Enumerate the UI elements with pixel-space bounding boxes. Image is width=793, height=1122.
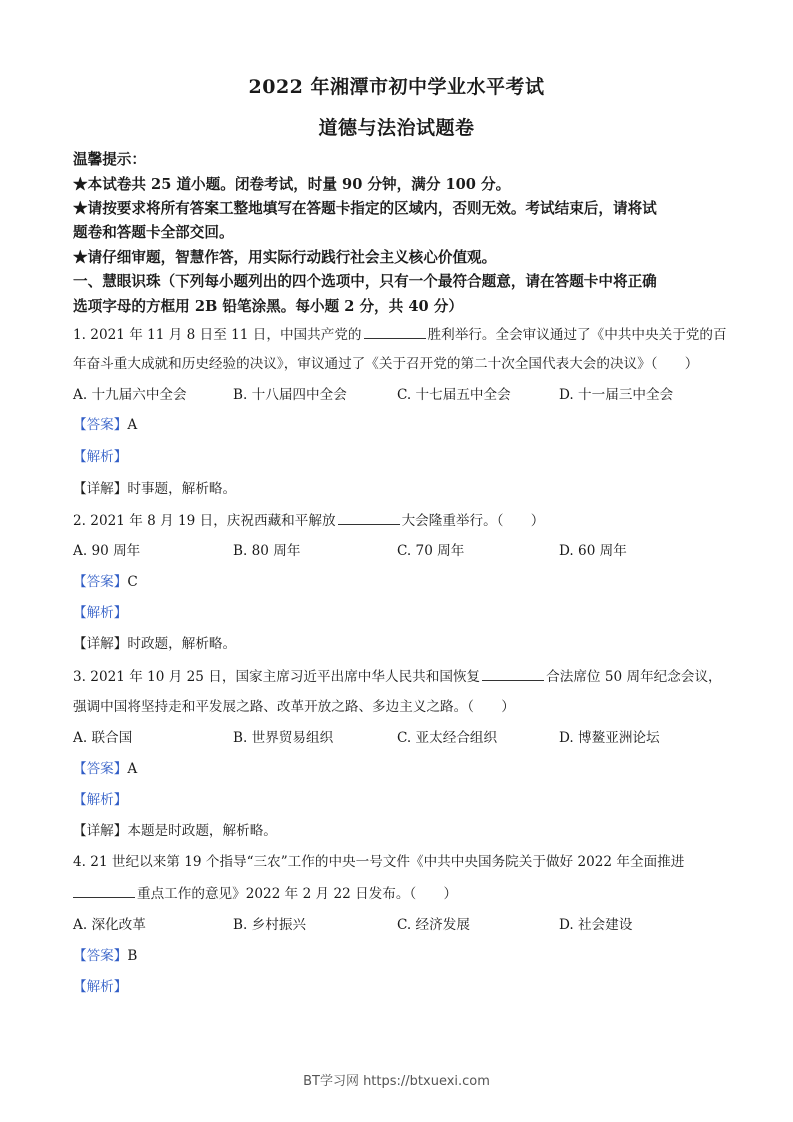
option-c: C. 十七届五中全会	[397, 387, 511, 403]
answer-blank	[73, 883, 135, 898]
option-d: D. 十一届三中全会	[559, 387, 674, 403]
section-heading-line-2: 选项字母的方框用 2B 铅笔涂黑。每小题 2 分，共 40 分）	[73, 298, 463, 315]
option-d: D. 社会建设	[559, 917, 633, 933]
question-3-detail: 【详解】本题是时政题，解析略。	[73, 823, 277, 839]
question-3-analysis: 【解析】	[73, 792, 128, 808]
question-1-line-1: 1. 2021 年 11 月 8 日至 11 日，中国共产党的 胜利举行。全会审议通过了《中共中央关于党的百	[73, 324, 723, 345]
question-1-line-2: 年奋斗重大成就和历史经验的决议》，审议通过了《关于召开党的第二十次全国代表大会的决议》（ ）	[73, 356, 699, 372]
question-4-line-2: 重点工作的意见》2022 年 2 月 22 日发布。（ ）	[73, 883, 723, 904]
option-c: C. 亚太经合组织	[397, 730, 498, 746]
exam-subtitle: 道德与法治试题卷	[318, 117, 475, 139]
question-3-line-1: 3. 2021 年 10 月 25 日，国家主席习近平出席中华人民共和国恢复 合法席位 50 周年纪念会议，	[73, 666, 723, 687]
option-a: A. 90 周年	[73, 543, 141, 559]
question-2-options	[73, 541, 723, 561]
option-d: D. 60 周年	[559, 543, 627, 559]
question-2-analysis: 【解析】	[73, 605, 128, 621]
answer-blank	[338, 510, 400, 525]
option-a: A. 深化改革	[73, 917, 146, 933]
question-1-analysis: 【解析】	[73, 449, 128, 465]
question-1-answer: 【答案】A	[73, 417, 138, 433]
question-4-answer: 【答案】B	[73, 948, 138, 964]
tip-2-line-1: ★请按要求将所有答案工整地填写在答题卡指定的区域内，否则无效。考试结束后，请将试	[73, 200, 657, 217]
option-c: C. 70 周年	[397, 543, 465, 559]
question-2-line-1: 2. 2021 年 8 月 19 日，庆祝西藏和平解放 大会隆重举行。（ ）	[73, 510, 723, 531]
option-b: B. 十八届四中全会	[233, 387, 347, 403]
answer-blank	[364, 324, 426, 339]
tip-3: ★请仔细审题，智慧作答，用实际行动践行社会主义核心价值观。	[73, 249, 497, 266]
question-4-options	[73, 915, 723, 935]
question-4-line-1: 4. 21 世纪以来第 19 个指导“三农”工作的中央一号文件《中共中央国务院关于做好 2022 年全面推进	[73, 854, 685, 870]
question-2-answer: 【答案】C	[73, 574, 138, 590]
option-b: B. 乡村振兴	[233, 917, 307, 933]
option-a: A. 联合国	[73, 730, 133, 746]
option-d: D. 博鳌亚洲论坛	[559, 730, 660, 746]
question-3-line-2: 强调中国将坚持走和平发展之路、改革开放之路、多边主义之路。（ ）	[73, 699, 515, 715]
tips-heading: 温馨提示：	[73, 151, 146, 168]
question-3-options	[73, 728, 723, 748]
section-heading-line-1: 一、慧眼识珠（下列每小题列出的四个选项中，只有一个最符合题意，请在答题卡中将正确	[73, 273, 657, 290]
question-2-detail: 【详解】时政题，解析略。	[73, 636, 237, 652]
option-b: B. 世界贸易组织	[233, 730, 334, 746]
question-1-detail: 【详解】时事题，解析略。	[73, 481, 237, 497]
question-3-answer: 【答案】A	[73, 761, 138, 777]
tip-2-line-2: 题卷和答题卡全部交回。	[73, 224, 234, 241]
answer-blank	[482, 666, 544, 681]
tip-1: ★本试卷共 25 道小题。闭卷考试，时量 90 分钟，满分 100 分。	[73, 176, 511, 193]
option-c: C. 经济发展	[397, 917, 470, 933]
option-b: B. 80 周年	[233, 543, 301, 559]
site-footer: BT学习网 https://btxuexi.com	[303, 1074, 490, 1089]
option-a: A. 十九届六中全会	[73, 387, 187, 403]
question-4-analysis: 【解析】	[73, 979, 128, 995]
exam-title: 2022 年湘潭市初中学业水平考试	[248, 76, 545, 98]
question-1-options	[73, 385, 723, 405]
